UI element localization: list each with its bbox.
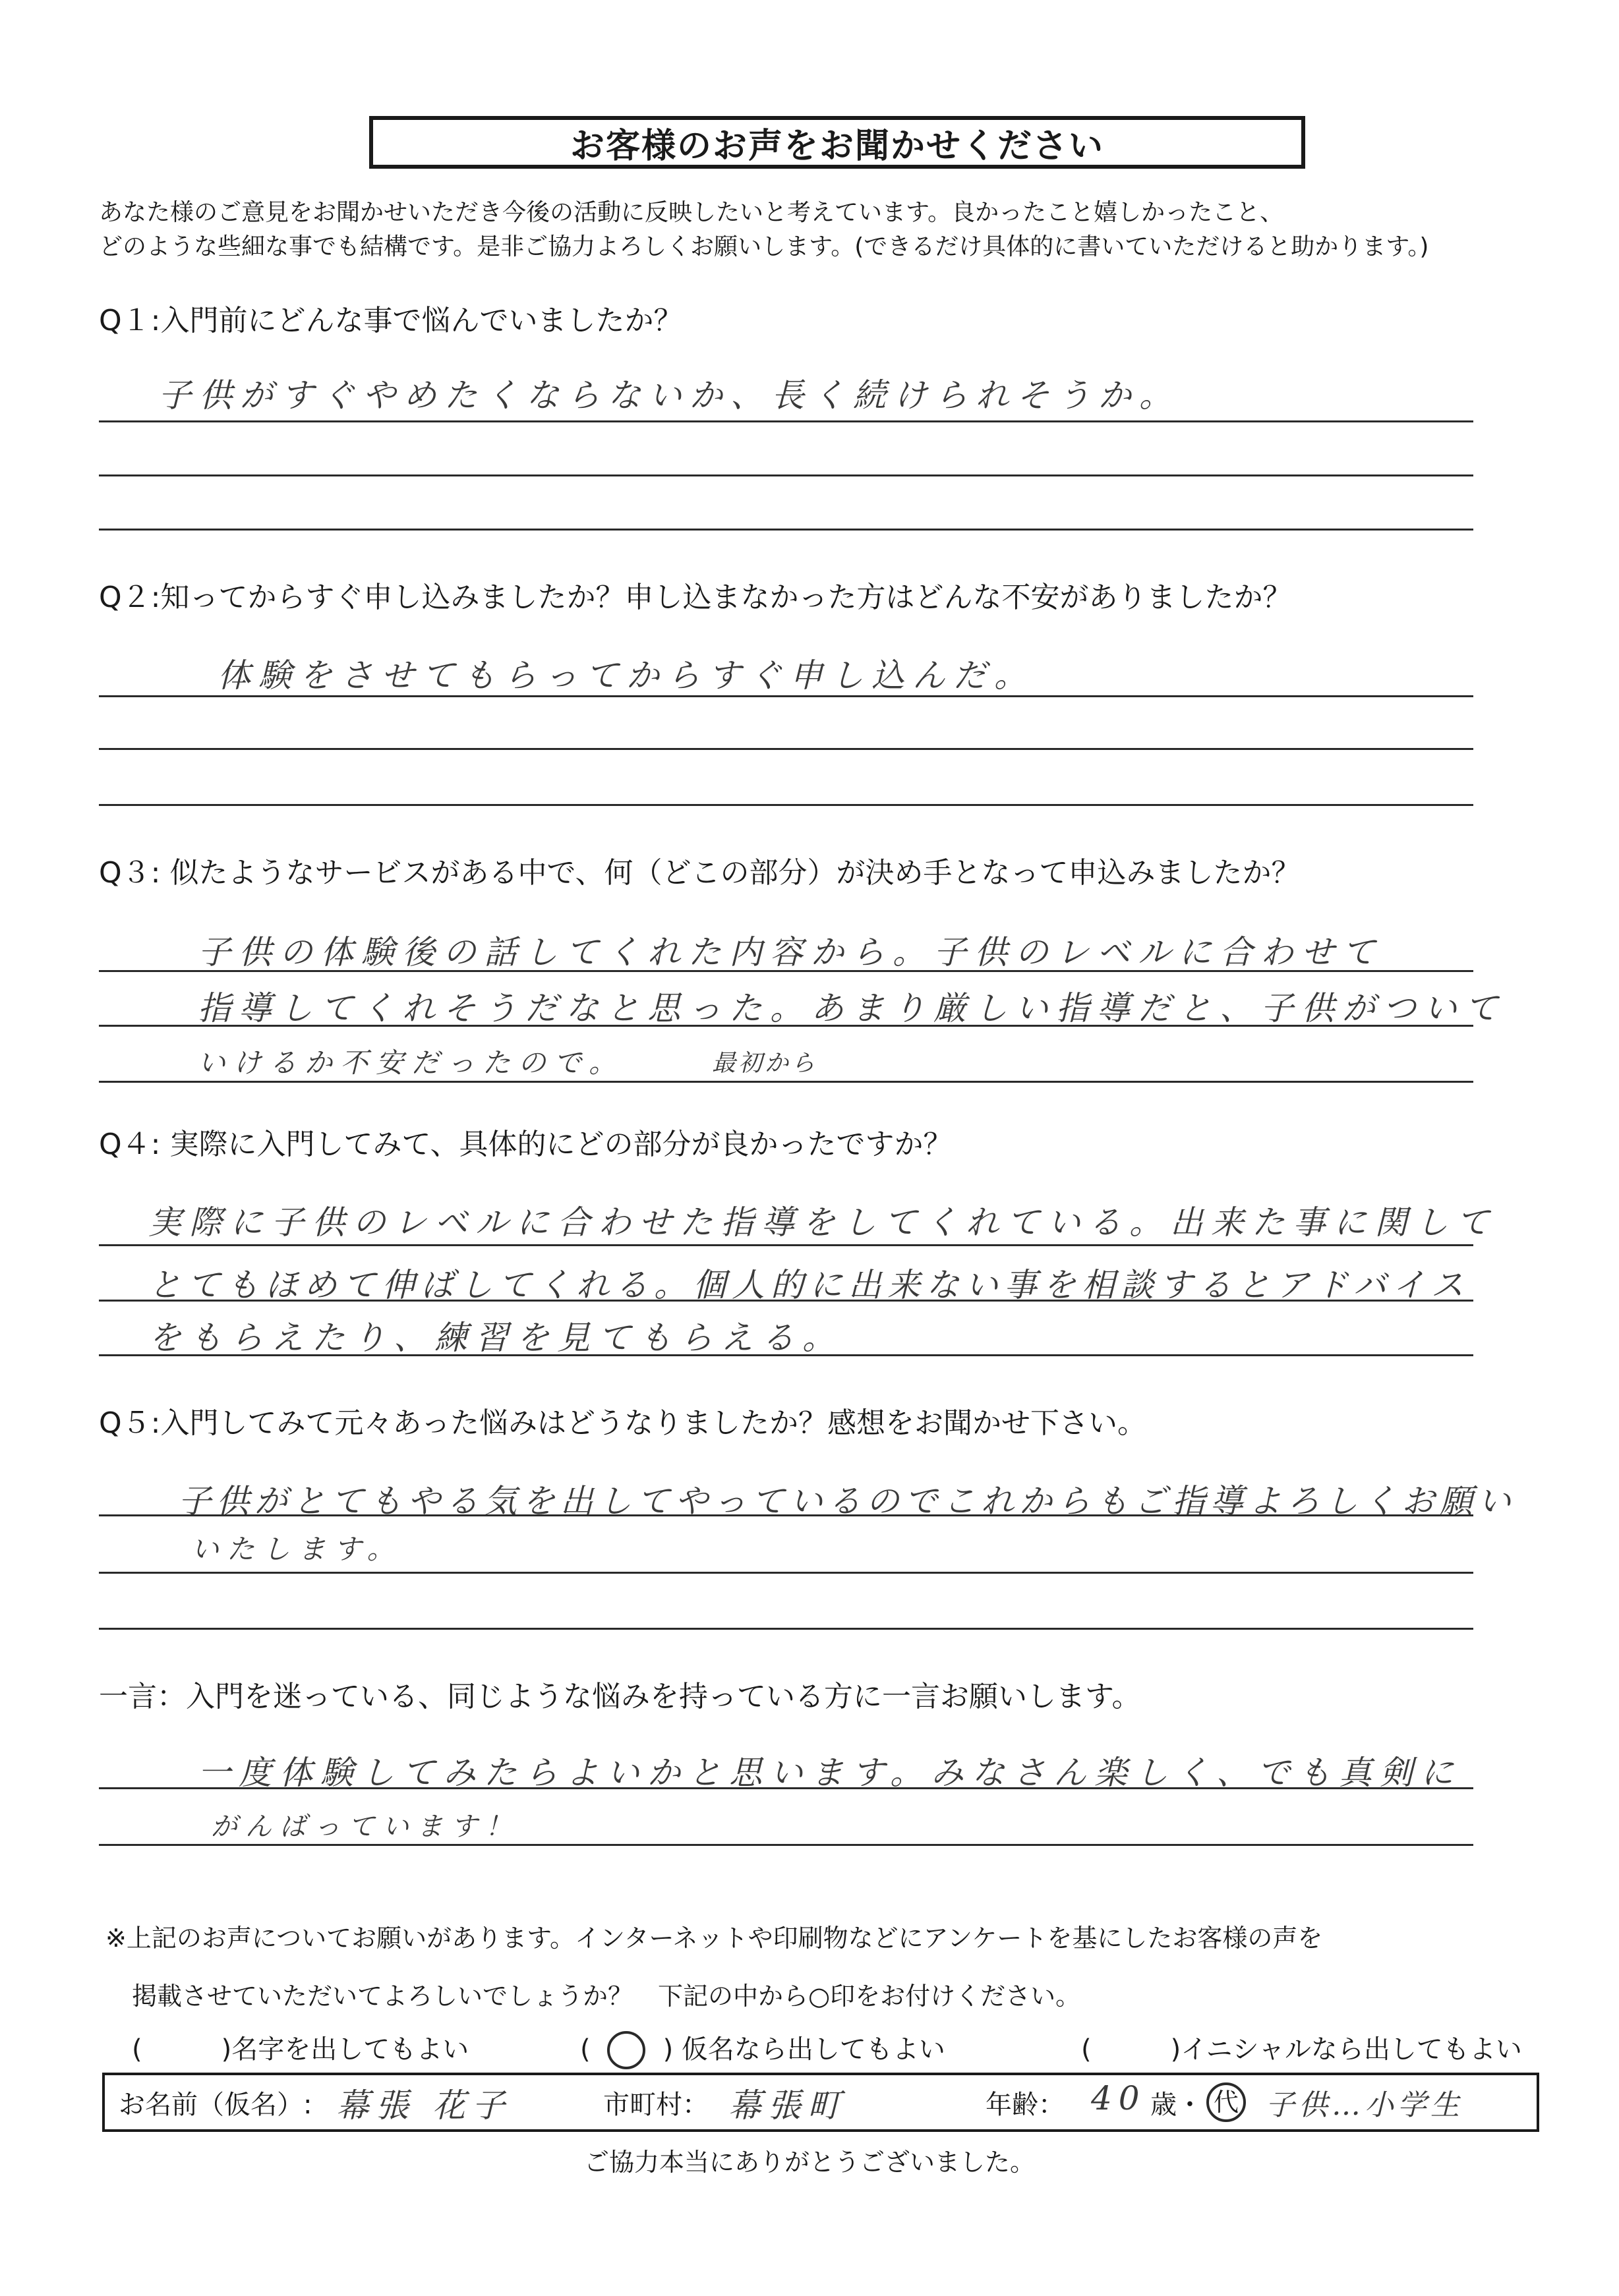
answer-rule (99, 1628, 1473, 1630)
answer-rule (99, 1244, 1473, 1246)
question-5-label: Q５:入門してみて元々あった悩みはどうなりましたか？感想をお聞かせ下さい。 (99, 1406, 1147, 1440)
thanks-message: ご協力本当にありがとうございました。 (583, 2148, 1035, 2177)
question-5-answer-2: いたします。 (191, 1533, 403, 1565)
age-value: 40 (1091, 2079, 1146, 2117)
answer-rule (99, 420, 1473, 422)
age-dai-circled: 代 (1206, 2082, 1246, 2122)
question-1-answer-1: 子供がすぐやめたくならないか、長く続けられそうか。 (158, 376, 1180, 415)
survey-title: お客様のお声をお聞かせください (369, 116, 1305, 169)
option-open-paren: ( (1081, 2034, 1092, 2065)
consent-note-line-2: 掲載させていただいてよろしいでしょうか？ 下記の中から○印をお付けください。 (132, 1982, 1081, 2011)
age-label: 年齢： (986, 2090, 1065, 2120)
answer-rule (99, 1844, 1473, 1846)
answer-rule (99, 1081, 1473, 1083)
name-label: お名前（仮名）: (119, 2090, 312, 2120)
option-real-name[interactable] (132, 2028, 469, 2066)
answer-rule (99, 695, 1473, 697)
comment-answer-1: 一度体験してみたらよいかと思います。みなさん楽しく、でも真剣に (198, 1754, 1461, 1792)
question-4-answer-2: とてもほめて伸ばしてくれる。個人的に出来ない事を相談するとアドバイス (148, 1266, 1470, 1304)
option-label: )イニシャルなら出してもよい (1170, 2034, 1522, 2065)
consent-note-line-1: ※上記のお声についてお願いがあります。インターネットや印刷物などにアンケートを基にしたお客様の声を (105, 1924, 1323, 1953)
question-3-answer-3: いけるか不安だったので。 (198, 1047, 625, 1079)
selected-circle-mark (607, 2031, 645, 2069)
answer-rule (99, 1025, 1473, 1027)
option-open-paren: ( (132, 2034, 142, 2065)
option-label: ) 仮名なら出してもよい (662, 2034, 945, 2065)
comment-answer-2: がんばっています！ (211, 1812, 519, 1842)
answer-rule (99, 1572, 1473, 1574)
question-5-answer-1: 子供がとてもやる気を出してやっているのでこれからもご指導よろしくお願い (178, 1482, 1516, 1520)
option-initials[interactable] (1081, 2028, 1522, 2066)
question-3-answer-1: 子供の体験後の話してくれた内容から。子供のレベルに合わせて (198, 933, 1383, 971)
answer-rule (99, 804, 1473, 806)
child-info-value: 子供…小学生 (1266, 2088, 1463, 2122)
question-4-answer-1: 実際に子供のレベルに合わせた指導をしてくれている。出来た事に関して (148, 1203, 1497, 1242)
question-2-answer-1: 体験をさせてもらってからすぐ申し込んだ。 (218, 656, 1035, 695)
question-2-label: Q２:知ってからすぐ申し込みましたか？申し込まなかった方はどんな不安がありましたか？ (99, 581, 1292, 614)
answer-rule (99, 1787, 1473, 1789)
answer-rule (99, 1514, 1473, 1516)
answer-rule (99, 748, 1473, 750)
question-4-answer-3: をもらえたり、練習を見てもらえる。 (148, 1319, 843, 1357)
city-label: 市町村： (603, 2090, 709, 2120)
answer-rule (99, 474, 1473, 476)
intro-line-1: あなた様のご意見をお聞かせいただき今後の活動に反映したいと考えています。良かったこと嬉しかったこと、 (99, 199, 1284, 226)
option-open-paren: ( (580, 2034, 591, 2065)
question-4-label: Q４: 実際に入門してみて、具体的にどの部分が良かったですか？ (99, 1128, 953, 1161)
answer-rule (99, 529, 1473, 531)
age-unit: 歳・ (1150, 2090, 1203, 2120)
city-value: 幕張町 (728, 2086, 847, 2125)
answer-rule (99, 1354, 1473, 1356)
question-3-label: Q３: 似たようなサービスがある中で、何（どこの部分）が決め手となって申込みましたか？ (99, 856, 1301, 890)
option-label: )名字を出してもよい (221, 2034, 469, 2065)
answer-rule (99, 1300, 1473, 1302)
question-3-insert-note: 最初から (712, 1050, 818, 1077)
comment-label: 一言：入門を迷っている、同じような悩みを持っている方に一言お願いします。 (99, 1680, 1141, 1713)
name-value: 幕張 花子 (336, 2086, 512, 2125)
question-1-label: Q１:入門前にどんな事で悩んでいましたか？ (99, 304, 683, 337)
intro-line-2: どのような些細な事でも結構です。是非ご協力よろしくお願いします。(できるだけ具体的に書いていただけると助かります。) (99, 233, 1429, 260)
option-pseudonym[interactable] (580, 2028, 945, 2066)
question-3-answer-2: 指導してくれそうだなと思った。あまり厳しい指導だと、子供がついて (198, 989, 1506, 1027)
answer-rule (99, 970, 1473, 972)
